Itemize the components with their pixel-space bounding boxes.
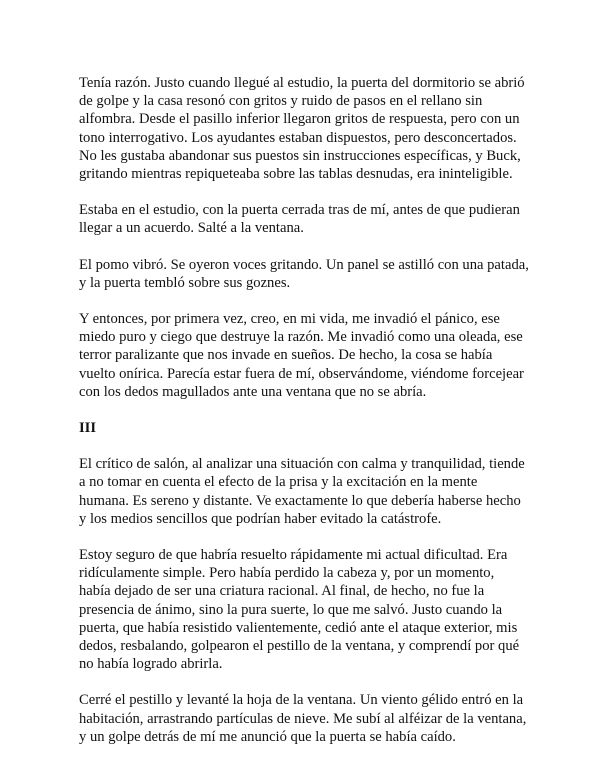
paragraph-7: Cerré el pestillo y levanté la hoja de la ventana. Un viento gélido entró en la habitación, arrastrando partículas de nieve. Me subí al alféizar de la ventana, y un golpe detrás de mí me anunció que la puerta se había caído. xyxy=(79,692,527,745)
paragraph-6: Estoy seguro de que habría resuelto rápidamente mi actual dificultad. Era ridículamente simple. Pero había perdido la cabeza y, por un momento, había dejado de ser una criatura racional. Al final, de hecho, no fue la presencia de ánimo, sino la pura suerte, lo que me salvó. Justo cuando la puerta, que había resistido valientemente, cedió ante el ataque exterior, mis dedos, resbalando, golpearon el pestillo de la ventana, y comprendí por qué no había logrado abrirla. xyxy=(79,547,520,673)
paragraph-3: El pomo vibró. Se oyeron voces gritando. Un panel se astilló con una patada, y la puerta tembló sobre sus goznes. xyxy=(79,256,529,291)
paragraph-5: El crítico de salón, al analizar una situación con calma y tranquilidad, tiende a no tomar en cuenta el efecto de la prisa y la excitación en la mente humana. Es sereno y distante. Ve exactamente lo que debería haberse hecho y los medios sencillos que podrían haber evitado la catástrofe. xyxy=(79,456,525,527)
paragraph-2: Estaba en el estudio, con la puerta cerrada tras de mí, antes de que pudieran llegar a un acuerdo. Salté a la ventana. xyxy=(79,202,520,237)
paragraph-4: Y entonces, por primera vez, creo, en mi vida, me invadió el pánico, ese miedo puro y ciego que destruye la razón. Me invadió como una oleada, ese terror paralizante que nos invade en sueños. De hecho, la cosa se había vuelto onírica. Parecía estar fuera de mí, observándome, viéndome forcejear con los dedos magullados ante una ventana que no se abría. xyxy=(79,311,524,400)
document-page xyxy=(79,74,529,764)
section-heading: III xyxy=(79,420,97,437)
paragraph-1: Tenía razón. Justo cuando llegué al estudio, la puerta del dormitorio se abrió de golpe y la casa resonó con gritos y ruido de pasos en el rellano sin alfombra. Desde el pasillo inferior llegaron gritos de respuesta, pero con un tono interrogativo. Los ayudantes estaban dispuestos, pero desconcertados. No les gustaba abandonar sus puestos sin instrucciones específicas, y Buck, gritando mientras repiqueteaba sobre las tablas desnudas, era ininteligible. xyxy=(79,75,525,183)
